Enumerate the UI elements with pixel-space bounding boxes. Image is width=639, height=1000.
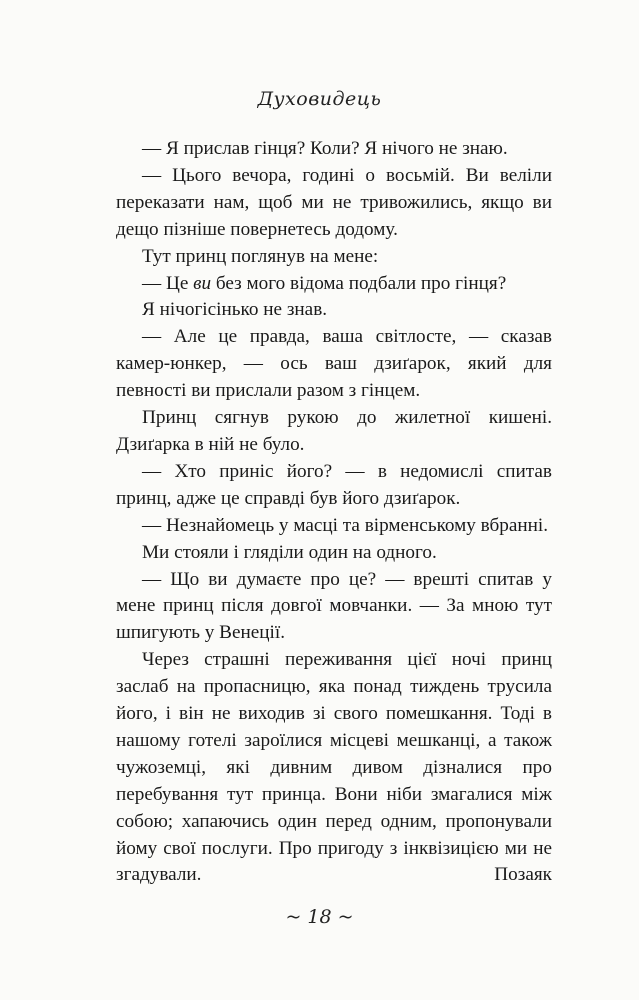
paragraph: — Незнайомець у масці та вірменському вбранні. — [142, 514, 549, 536]
paragraph-text: — Це — [142, 272, 194, 294]
paragraph: Через страшні переживання цієї ночі принц заслаб на пропасницю, яка понад тиждень трусила його, і він не виходив зі свого помешкання. Тоді в нашому готелі зароїлися місцеві мешканці, а також чужоземці, які дивним дивом дізналися про перебування тут принца. Вони ніби змагалися між собою; хапаючись один перед одним, пропонували йому свої послуги. Про пригоду з інквізицією ми не згадували. Позаяк — [116, 649, 552, 886]
paragraph: — Хто приніс його? — в недомислі спитав принц, адже це справді був його дзиґарок. — [116, 460, 552, 509]
running-title: Духовидець — [257, 88, 382, 110]
page-number: ~ 18 ~ — [285, 906, 354, 928]
paragraph-text: без мого відома подбали про гінця? — [211, 272, 507, 294]
paragraph: — Але це правда, ваша світлосте, — сказав камер-юнкер, — ось ваш дзиґарок, який для певності ви прислали разом з гінцем. — [116, 326, 552, 402]
emphasized-text: ви — [193, 272, 212, 294]
paragraph: — Що ви думаєте про це? — врешті спитав у мене принц після довгої мовчанки. — За мною тут шпигують у Венеції. — [116, 568, 552, 644]
paragraph: — Я прислав гінця? Коли? Я нічого не знаю. — [142, 138, 508, 159]
paragraph: Принц сягнув рукою до жилетної кишені. Дзиґарка в ній не було. — [116, 407, 552, 455]
paragraph: — Цього вечора, годині о восьмій. Ви веліли переказати нам, щоб ми не тривожились, якщо ви дещо пізніше повернетесь додому. — [116, 164, 552, 240]
paragraph: Я нічогісінько не знав. — [142, 299, 328, 321]
paragraph — [116, 271, 552, 298]
paragraph: Тут принц поглянув на мене: — [142, 245, 379, 267]
body-text — [116, 136, 552, 889]
paragraph: Ми стояли і гляділи один на одного. — [142, 541, 437, 563]
